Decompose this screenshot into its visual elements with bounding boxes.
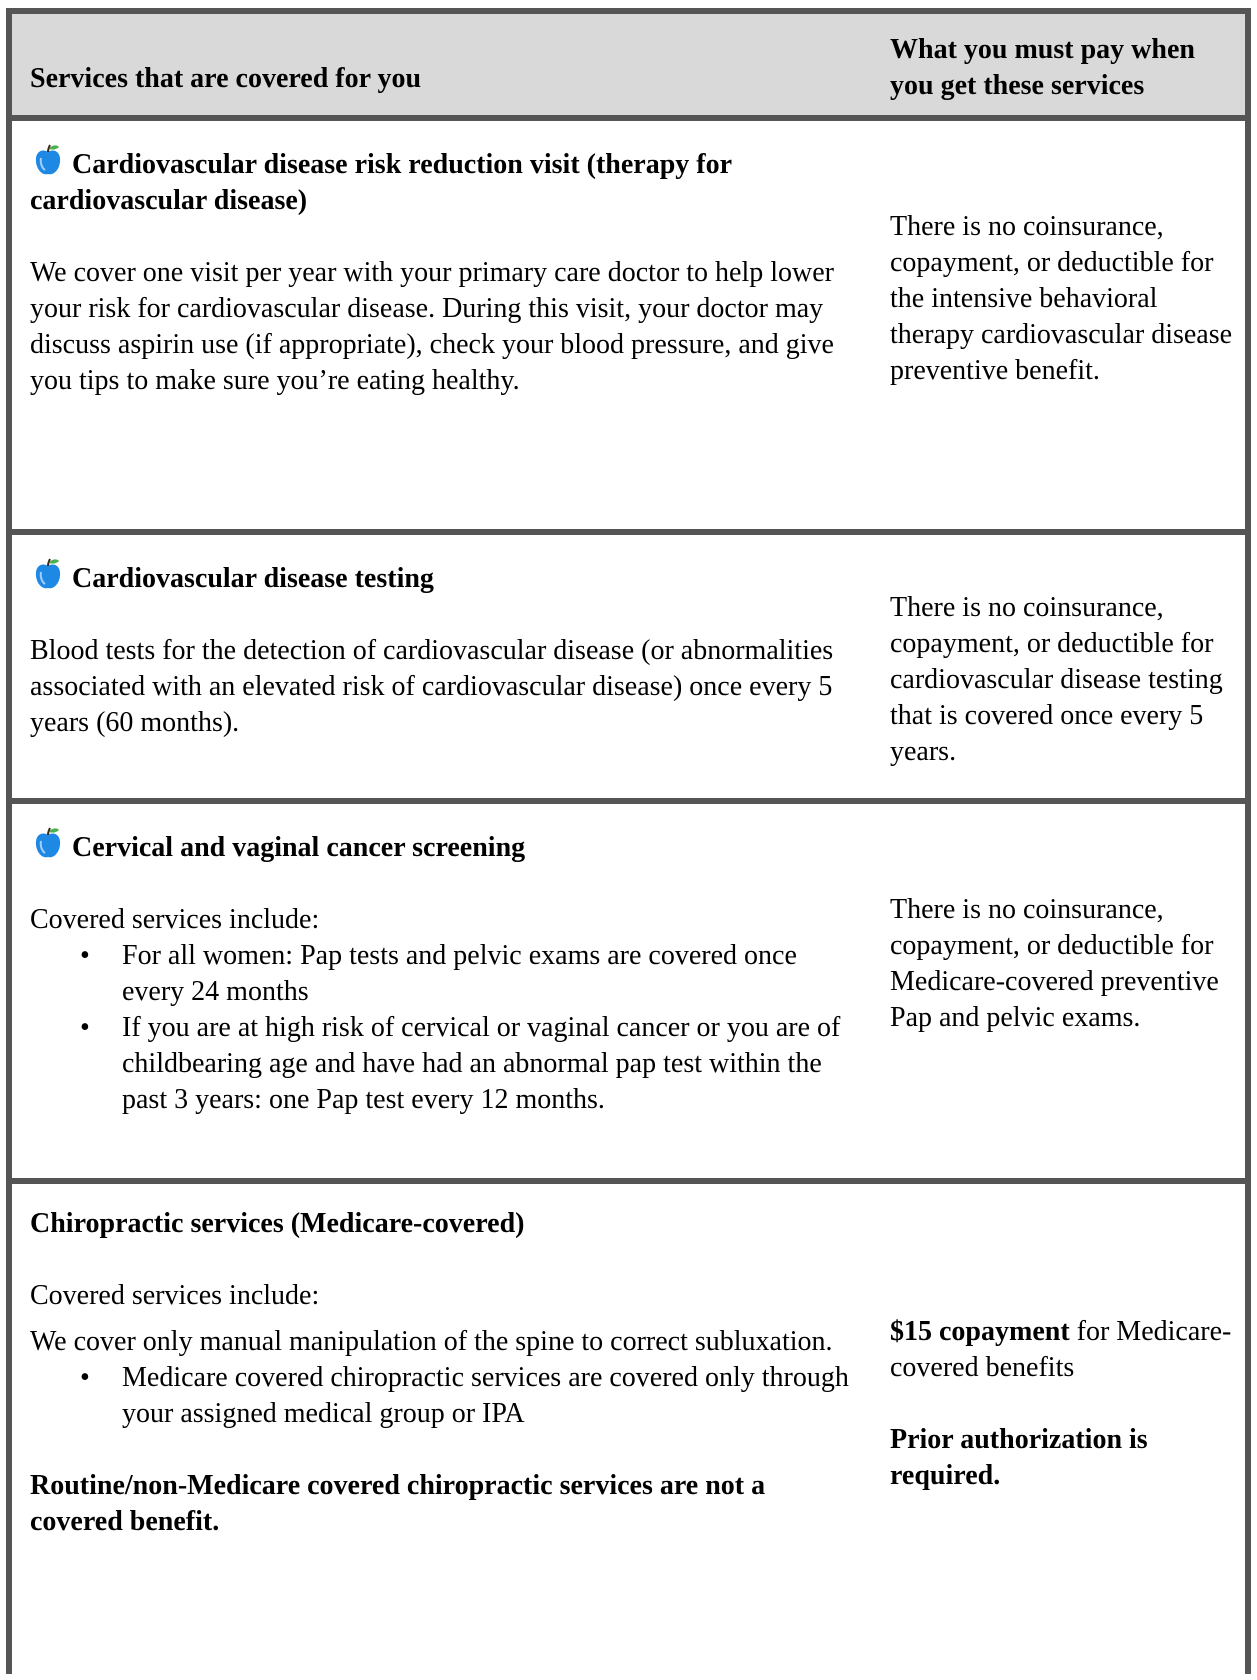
copay-text: $15 copayment for Medicare-covered benefits: [890, 1316, 1232, 1383]
list-item: • Medicare covered chiropractic services are covered only through your assigned medical group or IPA: [80, 1362, 849, 1429]
service-description: We cover one visit per year with your primary care doctor to help lower your risk for cardiovascular disease. During this visit, your doctor may discuss aspirin use (if appropriate), check your blood pressure, and give you tips to make sure you’re eating healthy.: [30, 257, 835, 396]
table-row: [12, 535, 1245, 798]
covered-intro: Covered services include:: [30, 904, 320, 935]
header-services: Services that are covered for you: [30, 63, 422, 94]
service-description: Blood tests for the detection of cardiovascular disease (or abnormalities associated with an elevated risk of cardiovascular disease) once every 5 years (60 months).: [30, 635, 834, 738]
prior-authorization-note: Prior authorization is required.: [890, 1424, 1148, 1491]
pay-cell: There is no coinsurance, copayment, or deductible for the intensive behavioral therapy cardiovascular disease preventive benefit.: [890, 211, 1233, 386]
list-item: • For all women: Pap tests and pelvic exams are covered once every 24 months: [80, 940, 797, 1007]
covered-list: [30, 1360, 860, 1432]
table-row: [12, 804, 1245, 1178]
service-title: Cervical and vaginal cancer screening: [30, 826, 860, 866]
apple-icon: [30, 826, 66, 862]
apple-icon: [30, 143, 66, 179]
list-item: • If you are at high risk of cervical or vaginal cancer or you are of childbearing age and have had an abnormal pap test within the past 3 years: one Pap test every 12 months.: [80, 1012, 841, 1115]
covered-intro: Covered services include:: [30, 1280, 320, 1311]
service-title: Cardiovascular disease testing: [30, 557, 860, 597]
service-cell: [30, 557, 860, 741]
service-title: Chiropractic services (Medicare-covered): [30, 1208, 525, 1239]
service-title: Cardiovascular disease risk reduction visit (therapy for cardiovascular disease): [30, 143, 860, 219]
pay-cell: There is no coinsurance, copayment, or deductible for cardiovascular disease testing that is covered once every 5 years.: [890, 592, 1223, 767]
covered-list: [30, 938, 860, 1118]
pay-cell: [890, 1314, 1240, 1494]
copay-amount: $15 copayment: [890, 1316, 1070, 1347]
pay-cell: There is no coinsurance, copayment, or deductible for Medicare-covered preventive Pap and pelvic exams.: [890, 894, 1219, 1033]
service-cell: [30, 143, 860, 399]
benefits-table: [6, 8, 1251, 1674]
table-header: [12, 14, 1245, 115]
service-cell: [30, 826, 860, 1118]
not-covered-note: Routine/non-Medicare covered chiropractic services are not a covered benefit.: [30, 1470, 766, 1537]
header-pay: What you must pay when you get these services: [890, 34, 1195, 101]
service-cell: [30, 1206, 860, 1540]
table-row: [12, 121, 1245, 529]
table-row: [12, 1184, 1245, 1680]
apple-icon: [30, 557, 66, 593]
service-description: We cover only manual manipulation of the spine to correct subluxation.: [30, 1326, 833, 1357]
